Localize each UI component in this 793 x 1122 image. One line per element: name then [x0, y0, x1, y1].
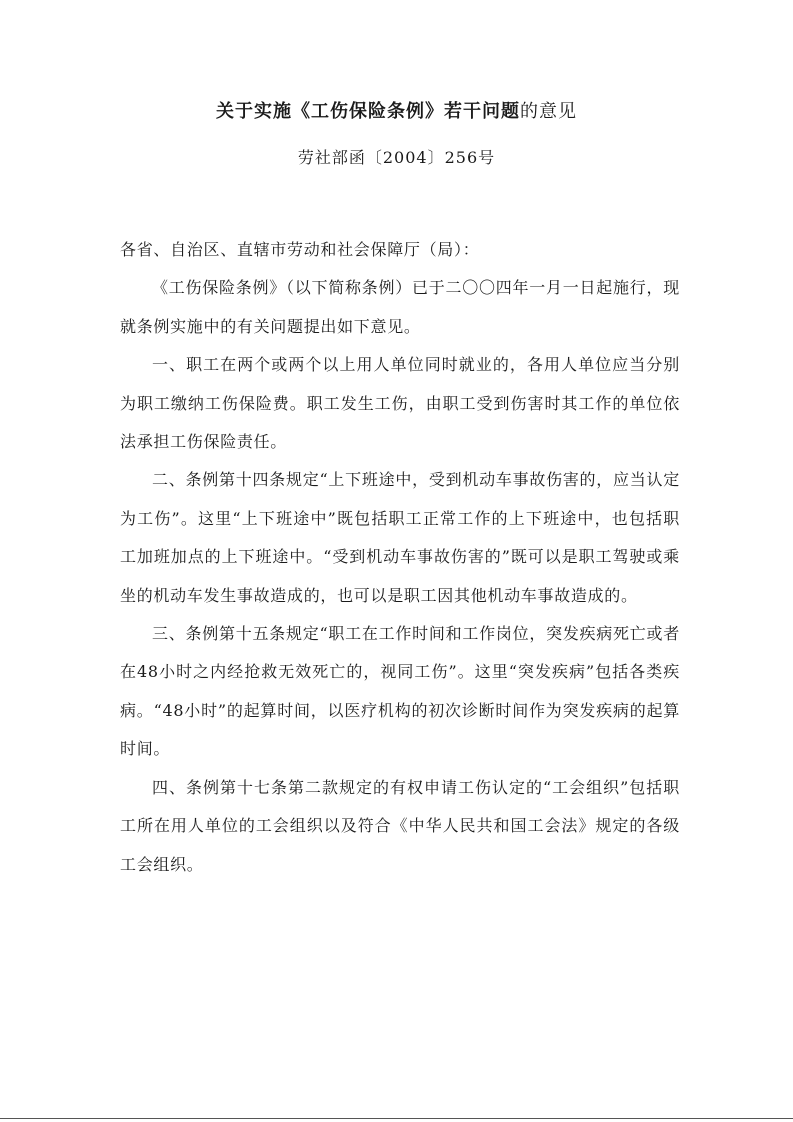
document-number: 劳社部函〔2004〕256号	[297, 148, 496, 167]
paragraph-item-1: 一、职工在两个或两个以上用人单位同时就业的，各用人单位应当分别为职工缴纳工伤保险费。职工发生工伤，由职工受到伤害时其工作的单位依法承担工伤保险责任。	[120, 355, 680, 452]
document-title-suffix: 的意见	[520, 101, 577, 122]
salutation: 各省、自治区、直辖市劳动和社会保障厅（局）：	[120, 240, 480, 259]
paragraph-item-3: 三、条例第十五条规定“职工在工作时间和工作岗位，突发疾病死亡或者在48小时之内经抢救无效死亡的，视同工伤”。这里“突发疾病”包括各类疾病。“48小时”的起算时间，以医疗机构的初次诊断时间作为突发疾病的起算时间。	[120, 624, 680, 759]
paragraph-intro: 《工伤保险条例》（以下简称条例）已于二〇〇四年一月一日起施行，现就条例实施中的有关问题提出如下意见。	[120, 278, 680, 336]
document-title-bold: 关于实施《工伤保险条例》若干问题	[216, 101, 520, 122]
paragraph-item-4: 四、条例第十七条第二款规定的有权申请工伤认定的“工会组织”包括职工所在用人单位的工会组织以及符合《中华人民共和国工会法》规定的各级工会组织。	[120, 777, 680, 874]
document-body	[120, 231, 680, 884]
document-title	[0, 98, 793, 126]
paragraph-item-2: 二、条例第十四条规定“上下班途中，受到机动车事故伤害的，应当认定为工伤”。这里“上下班途中”既包括职工正常工作的上下班途中，也包括职工加班加点的上下班途中。“受到机动车事故伤害的”既可以是职工驾驶或乘坐的机动车发生事故造成的，也可以是职工因其他机动车事故造成的。	[120, 470, 680, 605]
page-bottom-divider	[0, 1118, 793, 1119]
